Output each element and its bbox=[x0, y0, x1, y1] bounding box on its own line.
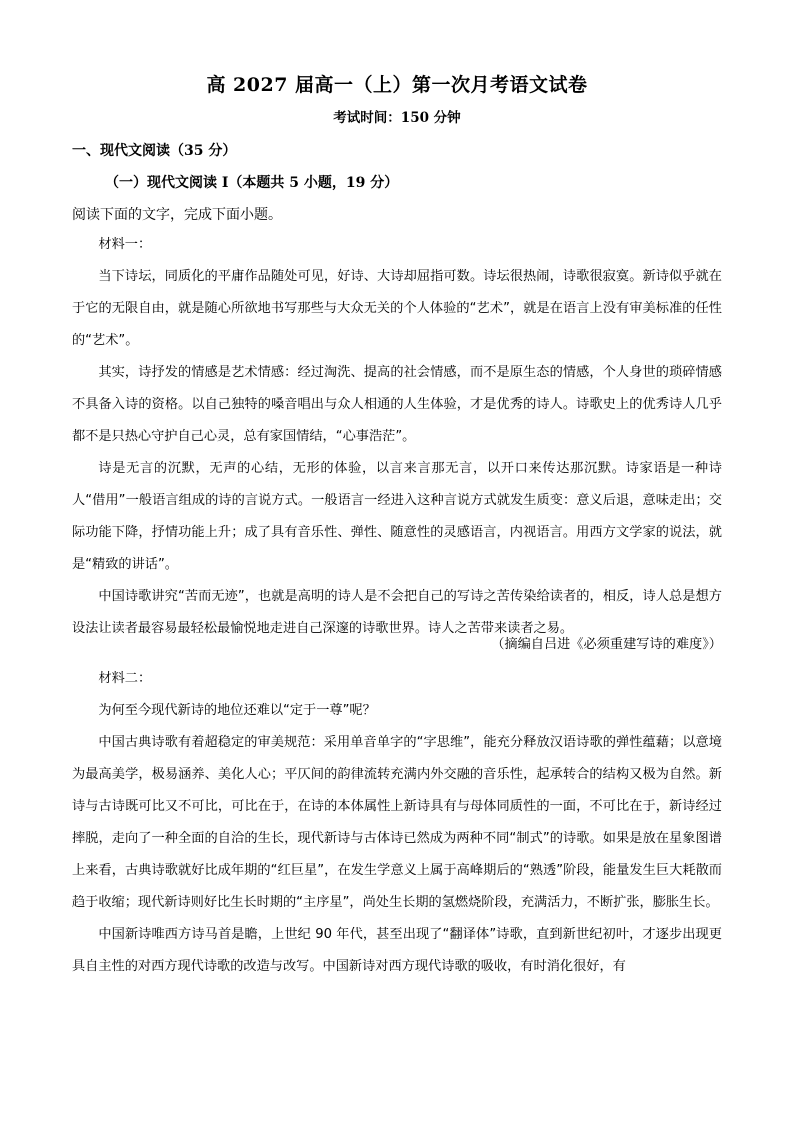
material-two-paragraph: 为何至今现代新诗的地位还难以“定于一尊”呢？ bbox=[98, 703, 376, 718]
exam-title: 高 2027 届高一（上）第一次月考语文试卷 bbox=[206, 74, 588, 96]
reading-instruction: 阅读下面的文字，完成下面小题。 bbox=[72, 207, 282, 223]
material-two-paragraph: 中国古典诗歌有着超稳定的审美规范：采用单音单字的“字思维”，能充分释放汉语诗歌的弹性蕴藉；以意境为最高美学，极易涵养、美化人心；平仄间的韵律流转充满内外交融的音乐性，起承转合的结构又极为自然。新诗与古诗既可比又不可比，可比在于，在诗的本体属性上新诗具有与母体同质性的一面，不可比在于，新诗经过摔脱，走向了一种全面的自洽的生长，现代新诗与古体诗已然成为两种不同“制式”的诗歌。如果是放在星象图谱上来看，古典诗歌就好比成年期的“红巨星”，在发生学意义上属于高峰期后的“熟透”阶段，能量发生巨大耗散而趋于收缩；现代新诗则好比生长时期的“主序星”，尚处生长期的氢燃烧阶段，充满活力，不断扩张，膨胀生长。 bbox=[72, 735, 722, 910]
material-one bbox=[72, 229, 722, 645]
material-two bbox=[72, 663, 722, 983]
section-heading-reading-1: （一）现代文阅读 I（本题共 5 小题，19 分） bbox=[105, 175, 399, 191]
section-heading-part1: 一、现代文阅读（35 分） bbox=[72, 143, 237, 159]
material-two-label: 材料二： bbox=[98, 671, 152, 686]
material-one-source: （摘编自吕进《必须重建写诗的难度》） bbox=[491, 637, 722, 652]
material-one-label: 材料一： bbox=[98, 237, 152, 252]
material-one-paragraph: 中国诗歌讲究“苦而无迹”，也就是高明的诗人是不会把自己的写诗之苦传染给读者的，相反，诗人总是想方设法让读者最容易最轻松最愉悦地走进自己深邃的诗歌世界。诗人之苦带来读者之易。 bbox=[72, 589, 722, 636]
material-one-paragraph: 诗是无言的沉默，无声的心结，无形的体验，以言来言那无言，以开口来传达那沉默。诗家语是一种诗人“借用”一般语言组成的诗的言说方式。一般语言一经进入这种言说方式就发生质变：意义后退，意味走出；交际功能下降，抒情功能上升；成了具有音乐性、弹性、随意性的灵感语言，内视语言。用西方文学家的说法，就是“精致的讲话”。 bbox=[72, 461, 722, 572]
material-two-paragraph: 中国新诗唯西方诗马首是瞻，上世纪 90 年代，甚至出现了“翻译体”诗歌，直到新世纪初叶，才逐步出现更具自主性的对西方现代诗歌的改造与改写。中国新诗对西方现代诗歌的吸收，有时消化很好，有 bbox=[72, 927, 722, 974]
exam-time: 考试时间：150 分钟 bbox=[333, 110, 461, 126]
material-one-paragraph: 当下诗坛，同质化的平庸作品随处可见，好诗、大诗却屈指可数。诗坛很热闹，诗歌很寂寞。新诗似乎就在于它的无限自由，就是随心所欲地书写那些与大众无关的个人体验的“艺术”，就是在语言上没有审美标准的任性的“艺术”。 bbox=[72, 269, 722, 348]
material-one-paragraph: 其实，诗抒发的情感是艺术情感：经过淘洗、提高的社会情感，而不是原生态的情感，个人身世的琐碎情感不具备入诗的资格。以自己独特的嗓音唱出与众人相通的人生体验，才是优秀的诗人。诗歌史上的优秀诗人几乎都不是只热心守护自己心灵，总有家国情结，“心事浩茫”。 bbox=[72, 365, 722, 444]
